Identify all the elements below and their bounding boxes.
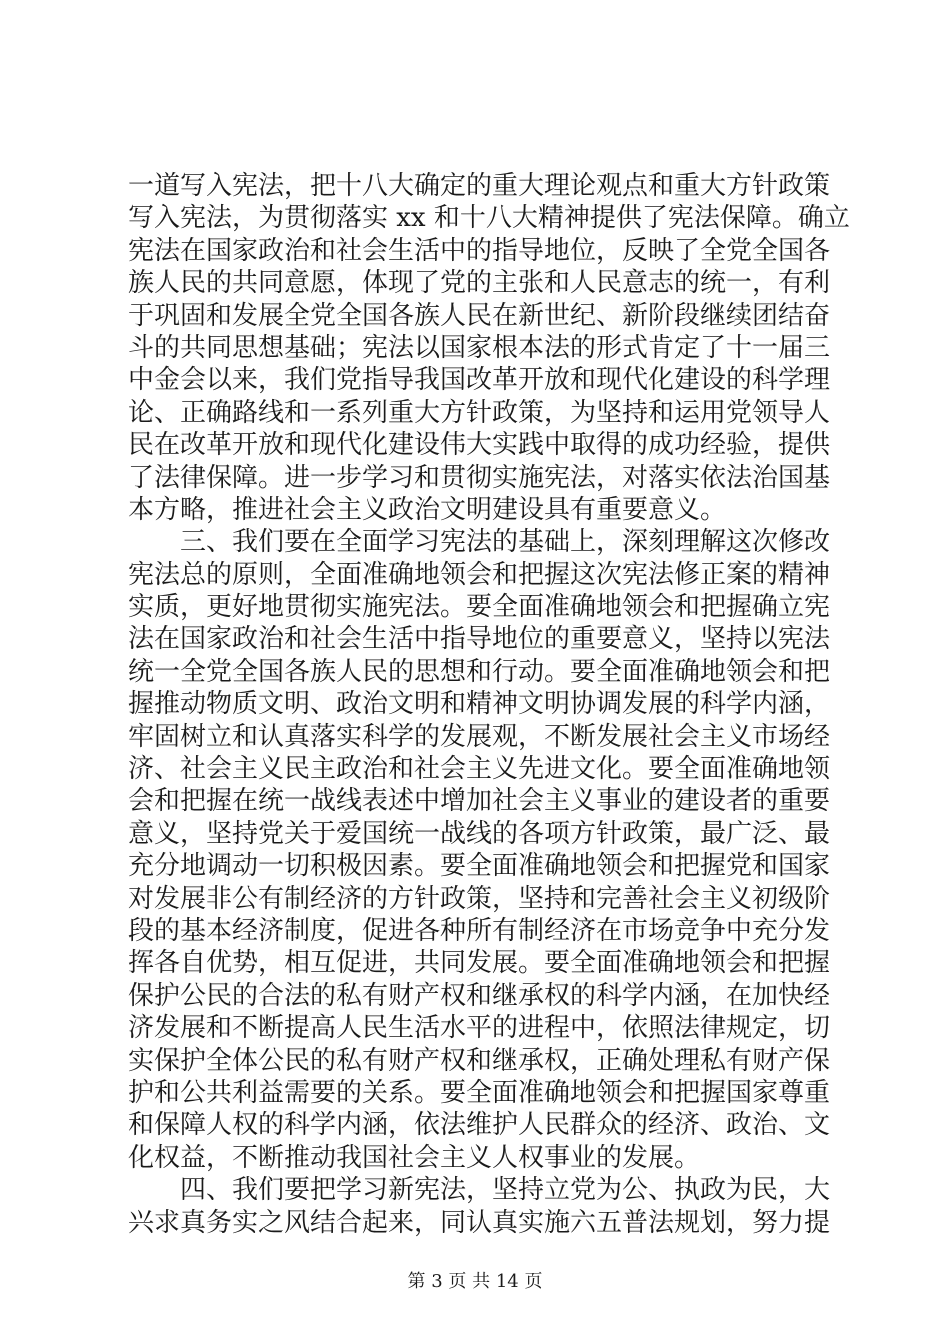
text-line: 济、社会主义民主政治和社会主义先进文化。要全面准确地领 (128, 754, 831, 785)
text-line: 于巩固和发展全党全国各族人民在新世纪、新阶段继续团结奋 (128, 300, 831, 331)
text-line: 保护公民的合法的私有财产权和继承权的科学内涵，在加快经 (128, 980, 831, 1011)
text-line: 实质，更好地贯彻实施宪法。要全面准确地领会和把握确立宪 (128, 592, 831, 623)
text-line: 写入宪法，为贯彻落实 xx 和十八大精神提供了宪法保障。确立 (128, 203, 850, 234)
text-line: 本方略，推进社会主义政治文明建设具有重要意义。 (128, 494, 727, 525)
text-line: 民在改革开放和现代化建设伟大实践中取得的成功经验，提供 (128, 430, 831, 461)
text-line: 对发展非公有制经济的方针政策，坚持和完善社会主义初级阶 (128, 883, 831, 914)
text-line: 族人民的共同意愿，体现了党的主张和人民意志的统一，有利 (128, 268, 831, 299)
text-line: 兴求真务实之风结合起来，同认真实施六五普法规划，努力提 (128, 1207, 831, 1238)
text-line: 牢固树立和认真落实科学的发展观，不断发展社会主义市场经 (128, 721, 831, 752)
page-footer: 第 3 页 共 14 页 (407, 1271, 543, 1292)
text-line: 护和公共利益需要的关系。要全面准确地领会和把握国家尊重 (128, 1077, 831, 1108)
text-line: 挥各自优势，相互促进，共同发展。要全面准确地领会和把握 (128, 948, 831, 979)
text-line: 一道写入宪法，把十八大确定的重大理论观点和重大方针政策 (128, 171, 831, 201)
text-line: 化权益，不断推动我国社会主义人权事业的发展。 (128, 1142, 701, 1173)
text-line: 充分地调动一切积极因素。要全面准确地领会和把握党和国家 (128, 851, 831, 882)
body-text (128, 170, 850, 1239)
text-line: 实保护全体公民的私有财产权和继承权，正确处理私有财产保 (128, 1045, 831, 1076)
text-line: 会和把握在统一战线表述中增加社会主义事业的建设者的重要 (128, 786, 831, 817)
text-line: 和保障人权的科学内涵，依法维护人民群众的经济、政治、文 (128, 1110, 831, 1141)
text-line: 宪法总的原则，全面准确地领会和把握这次宪法修正案的精神 (128, 559, 831, 590)
text-line: 了法律保障。进一步学习和贯彻实施宪法，对落实依法治国基 (128, 462, 831, 493)
text-line: 四、我们要把学习新宪法，坚持立党为公、执政为民，大 (180, 1175, 831, 1206)
text-line: 意义，坚持党关于爱国统一战线的各项方针政策，最广泛、最 (128, 818, 831, 849)
text-line: 握推动物质文明、政治文明和精神文明协调发展的科学内涵， (128, 689, 831, 720)
text-line: 三、我们要在全面学习宪法的基础上，深刻理解这次修改 (180, 527, 831, 558)
text-line: 论、正确路线和一系列重大方针政策，为坚持和运用党领导人 (128, 397, 831, 428)
text-line: 段的基本经济制度，促进各种所有制经济在市场竞争中充分发 (128, 915, 831, 946)
text-line: 中金会以来，我们党指导我国改革开放和现代化建设的科学理 (128, 365, 831, 396)
text-line: 斗的共同思想基础；宪法以国家根本法的形式肯定了十一届三 (128, 332, 831, 363)
text-line: 宪法在国家政治和社会生活中的指导地位，反映了全党全国各 (128, 235, 831, 266)
text-line: 济发展和不断提高人民生活水平的进程中，依照法律规定，切 (128, 1013, 831, 1044)
text-line: 统一全党全国各族人民的思想和行动。要全面准确地领会和把 (128, 656, 831, 687)
text-line: 法在国家政治和社会生活中指导地位的重要意义，坚持以宪法 (128, 624, 831, 655)
